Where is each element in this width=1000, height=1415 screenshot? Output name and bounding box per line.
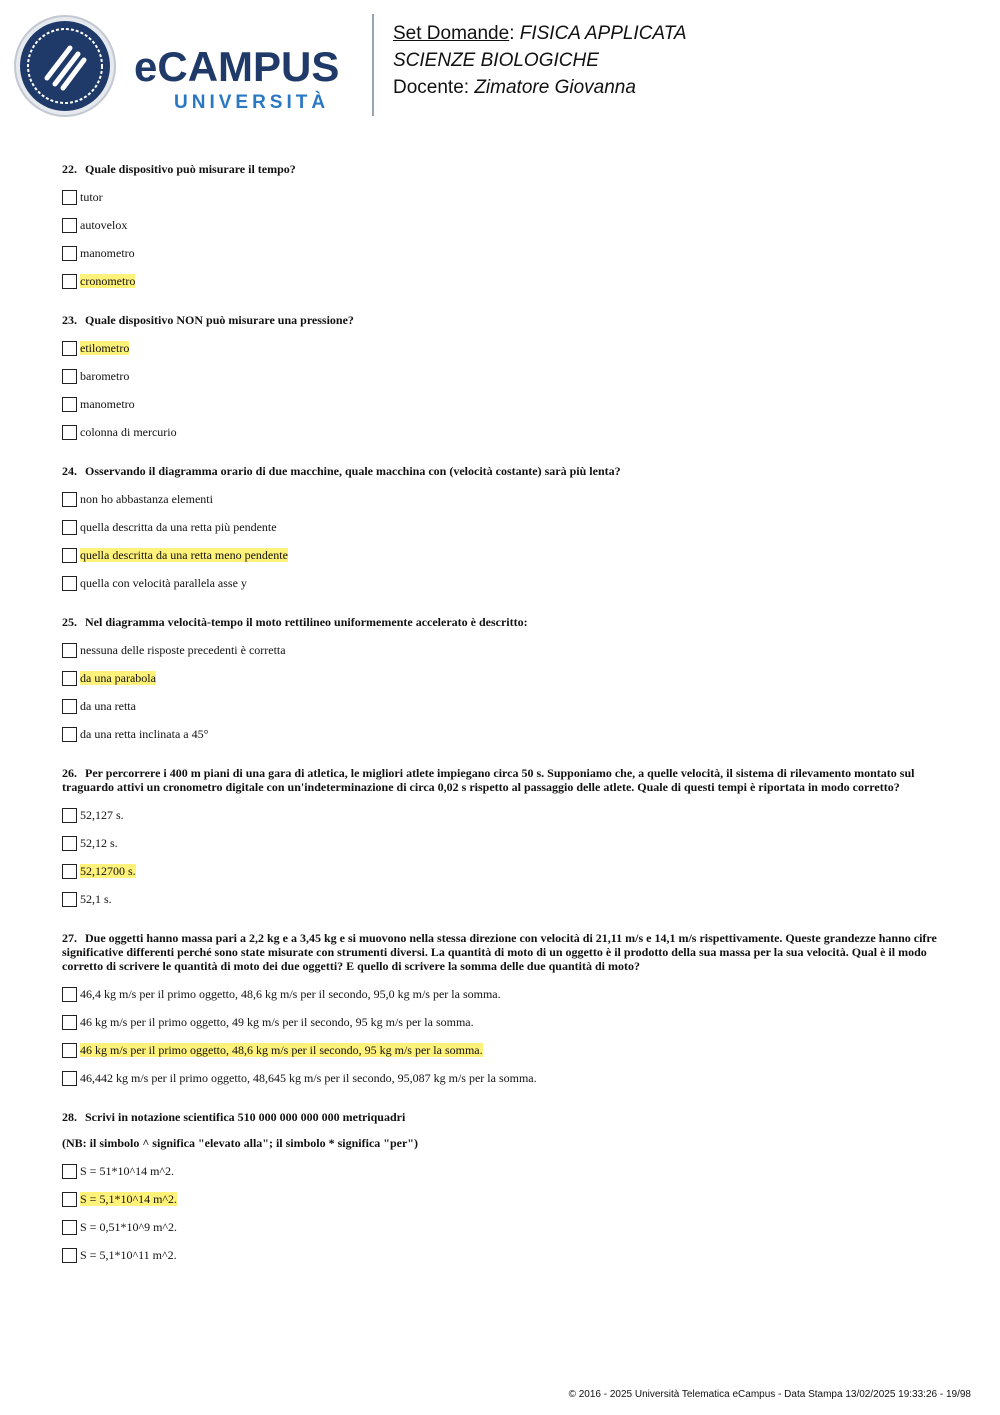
answer-label: colonna di mercurio (80, 425, 177, 439)
question-body: Due oggetti hanno massa pari a 2,2 kg e a 3,45 kg e si muovono nella stessa direzione con velocità di 21,11 m/s e 14,1 m/s rispettivamente. Queste grandezze hanno cifre significative differenti perché sono state misurate con strumenti diversi. La quantità di moto di un oggetto è il prodotto della sua massa per la sua velocità. Qual è il modo corretto di scrivere le quantità di moto dei due oggetti? E quello di scrivere la somma delle due quantità di moto? (62, 931, 937, 973)
answer-option[interactable] (62, 885, 937, 913)
answer-label: manometro (80, 246, 135, 260)
question-block (62, 313, 937, 446)
answer-label-highlighted: 46 kg m/s per il primo oggetto, 48,6 kg m/s per il secondo, 95 kg m/s per la somma. (80, 1043, 483, 1057)
question-note: (NB: il simbolo ^ significa "elevato alla"; il simbolo * significa "per") (62, 1136, 418, 1150)
question-body: Quale dispositivo può misurare il tempo? (85, 162, 296, 176)
answer-option[interactable] (62, 664, 937, 692)
question-number: 28. (62, 1110, 77, 1124)
question-block (62, 464, 937, 597)
answer-option[interactable] (62, 390, 937, 418)
question-number: 26. (62, 766, 77, 780)
answer-checkbox[interactable] (62, 190, 77, 205)
answer-label: quella descritta da una retta più pendente (80, 520, 277, 534)
answer-label: 46,442 kg m/s per il primo oggetto, 48,645 kg m/s per il secondo, 95,087 kg m/s per la somma. (80, 1071, 537, 1085)
answer-label-highlighted: S = 5,1*10^14 m^2. (80, 1192, 178, 1206)
answer-checkbox[interactable] (62, 836, 77, 851)
question-block (62, 931, 937, 1092)
answer-checkbox[interactable] (62, 218, 77, 233)
answer-label: non ho abbastanza elementi (80, 492, 213, 506)
answer-checkbox[interactable] (62, 369, 77, 384)
answer-option[interactable] (62, 334, 937, 362)
question-text (62, 1110, 937, 1124)
answer-label: S = 5,1*10^11 m^2. (80, 1248, 177, 1262)
header-info (393, 20, 687, 101)
answer-checkbox[interactable] (62, 1220, 77, 1235)
answer-option[interactable] (62, 485, 937, 513)
question-block (62, 1110, 937, 1269)
answer-option[interactable] (62, 541, 937, 569)
question-text (62, 464, 937, 478)
answer-label: 52,12 s. (80, 836, 118, 850)
answer-checkbox[interactable] (62, 576, 77, 591)
set-separator: : (509, 23, 520, 44)
answer-label-highlighted: cronometro (80, 274, 136, 288)
question-block (62, 615, 937, 748)
teacher-name: Zimatore Giovanna (474, 77, 636, 98)
set-label: Set Domande (393, 23, 510, 44)
header-divider (372, 14, 374, 116)
question-body: Scrivi in notazione scientifica 510 000 000 000 000 metriquadri (85, 1110, 406, 1124)
question-text (62, 313, 937, 327)
question-list (62, 162, 937, 1287)
teacher-line (393, 74, 687, 101)
question-text (62, 931, 937, 973)
ecampus-logo (14, 14, 374, 118)
answer-label-highlighted: 52,12700 s. (80, 864, 136, 878)
question-text (62, 766, 937, 794)
answer-checkbox[interactable] (62, 246, 77, 261)
question-body: Nel diagramma velocità-tempo il moto rettilineo uniformemente accelerato è descritto: (85, 615, 528, 629)
answer-option[interactable] (62, 1241, 937, 1269)
answer-label-highlighted: da una parabola (80, 671, 156, 685)
page-footer: © 2016 - 2025 Università Telematica eCampus - Data Stampa 13/02/2025 19:33:26 - 19/98 (568, 1389, 971, 1400)
answer-label: da una retta inclinata a 45° (80, 727, 209, 741)
answer-checkbox[interactable] (62, 643, 77, 658)
answer-checkbox[interactable] (62, 727, 77, 742)
svg-text:eCAMPUS: eCAMPUS (134, 43, 340, 90)
answer-option[interactable] (62, 829, 937, 857)
answer-option[interactable] (62, 980, 937, 1008)
answer-option[interactable] (62, 1036, 937, 1064)
answer-checkbox[interactable] (62, 548, 77, 563)
answer-label: S = 51*10^14 m^2. (80, 1164, 175, 1178)
answer-option[interactable] (62, 418, 937, 446)
set-value: FISICA APPLICATA (519, 23, 687, 44)
answer-checkbox[interactable] (62, 341, 77, 356)
question-number: 25. (62, 615, 77, 629)
answer-option[interactable] (62, 720, 937, 748)
question-body: Per percorrere i 400 m piani di una gara di atletica, le migliori atlete impiegano circa 50 s. Supponiamo che, a quelle velocità, il sistema di rilevamento montato sul traguardo attivi un cronometro digitale con un'indeterminazione di circa 0,02 s rispetto al passaggio delle atlete. Quale di questi tempi è riportata in modo corretto? (62, 766, 915, 794)
answer-checkbox[interactable] (62, 1043, 77, 1058)
answer-label: S = 0,51*10^9 m^2. (80, 1220, 178, 1234)
question-block (62, 162, 937, 295)
answer-checkbox[interactable] (62, 671, 77, 686)
answer-checkbox[interactable] (62, 1071, 77, 1086)
answer-label: manometro (80, 397, 135, 411)
answer-option[interactable] (62, 1157, 937, 1185)
page-header (0, 0, 1000, 140)
question-text (62, 162, 937, 176)
answer-option[interactable] (62, 692, 937, 720)
question-number: 23. (62, 313, 77, 327)
answer-option[interactable] (62, 1008, 937, 1036)
question-block (62, 766, 937, 913)
answer-option[interactable] (62, 1185, 937, 1213)
answer-checkbox[interactable] (62, 808, 77, 823)
answer-option[interactable] (62, 513, 937, 541)
answer-label: tutor (80, 190, 103, 204)
answer-checkbox[interactable] (62, 699, 77, 714)
question-number: 22. (62, 162, 77, 176)
answer-checkbox[interactable] (62, 987, 77, 1002)
answer-checkbox[interactable] (62, 425, 77, 440)
answer-label: nessuna delle risposte precedenti è corretta (80, 643, 286, 657)
answer-option[interactable] (62, 857, 937, 885)
answer-label: 52,1 s. (80, 892, 112, 906)
answer-label: 46,4 kg m/s per il primo oggetto, 48,6 kg m/s per il secondo, 95,0 kg m/s per la somma. (80, 987, 501, 1001)
answer-checkbox[interactable] (62, 892, 77, 907)
answer-option[interactable] (62, 1213, 937, 1241)
question-text (62, 615, 937, 629)
svg-text:UNIVERSITÀ: UNIVERSITÀ (174, 92, 330, 113)
answer-label: da una retta (80, 699, 136, 713)
question-number: 27. (62, 931, 77, 945)
answer-checkbox[interactable] (62, 1192, 77, 1207)
answer-option[interactable] (62, 267, 937, 295)
answer-label: 52,127 s. (80, 808, 124, 822)
answer-checkbox[interactable] (62, 1015, 77, 1030)
course-name: SCIENZE BIOLOGICHE (393, 50, 599, 71)
answer-checkbox[interactable] (62, 492, 77, 507)
answer-checkbox[interactable] (62, 397, 77, 412)
answer-checkbox[interactable] (62, 1248, 77, 1263)
answer-checkbox[interactable] (62, 1164, 77, 1179)
answer-label-highlighted: quella descritta da una retta meno pendente (80, 548, 288, 562)
answer-option[interactable] (62, 183, 937, 211)
answer-checkbox[interactable] (62, 274, 77, 289)
answer-label: quella con velocità parallela asse y (80, 576, 247, 590)
answer-label: barometro (80, 369, 130, 383)
answer-option[interactable] (62, 211, 937, 239)
teacher-label: Docente: (393, 77, 475, 98)
answer-option[interactable] (62, 239, 937, 267)
answer-label-highlighted: etilometro (80, 341, 130, 355)
set-title-line (393, 20, 687, 47)
answer-label: autovelox (80, 218, 128, 232)
answer-label: 46 kg m/s per il primo oggetto, 49 kg m/s per il secondo, 95 kg m/s per la somma. (80, 1015, 474, 1029)
answer-option[interactable] (62, 636, 937, 664)
answer-checkbox[interactable] (62, 864, 77, 879)
question-number: 24. (62, 464, 77, 478)
answer-checkbox[interactable] (62, 520, 77, 535)
answer-option[interactable] (62, 569, 937, 597)
answer-option[interactable] (62, 1064, 937, 1092)
question-body: Osservando il diagramma orario di due macchine, quale macchina con (velocità costante) sarà più lenta? (85, 464, 621, 478)
answer-option[interactable] (62, 362, 937, 390)
question-body: Quale dispositivo NON può misurare una pressione? (85, 313, 354, 327)
answer-option[interactable] (62, 801, 937, 829)
